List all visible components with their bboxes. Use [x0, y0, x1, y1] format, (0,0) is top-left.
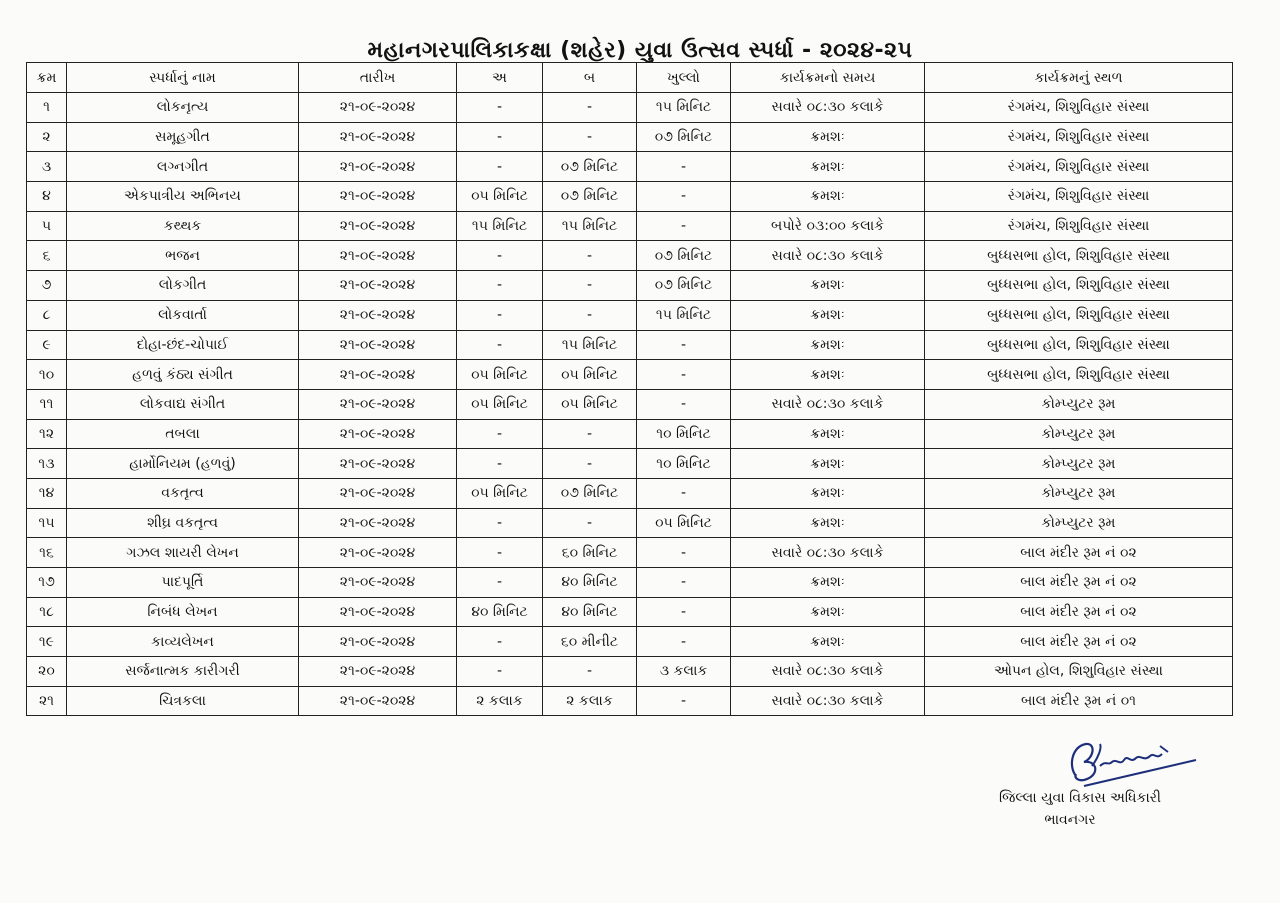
date-cell: ૨૧-૦૯-૨૦૨૪	[299, 271, 457, 301]
officer-city: ભાવનગર	[1044, 812, 1096, 828]
venue-cell: બાલ મંદીર રૂમ નં ૦૧	[925, 686, 1233, 716]
group-b-cell: ૬૦ મિનિટ	[543, 538, 637, 568]
open-cell: -	[637, 686, 731, 716]
venue-cell: કોમ્પ્યુટર રૂમ	[925, 508, 1233, 538]
date-cell: ૨૧-૦૯-૨૦૨૪	[299, 538, 457, 568]
table-row	[27, 478, 1233, 508]
signature-mark	[1064, 736, 1204, 790]
group-a-cell: -	[457, 330, 543, 360]
venue-cell: કોમ્પ્યુટર રૂમ	[925, 389, 1233, 419]
venue-cell: બુધ્ધસભા હોલ, શિશુવિહાર સંસ્થા	[925, 330, 1233, 360]
program-time-cell: ક્રમશઃ	[731, 271, 925, 301]
group-b-cell: -	[543, 93, 637, 123]
program-time-cell: સવારે ૦૮:૩૦ કલાકે	[731, 93, 925, 123]
group-b-cell: -	[543, 449, 637, 479]
venue-cell: રંગમંચ, શિશુવિહાર સંસ્થા	[925, 152, 1233, 182]
program-time-cell: સવારે ૦૮:૩૦ કલાકે	[731, 686, 925, 716]
serial-cell: ૫	[27, 211, 67, 241]
open-cell: ૧૫ મિનિટ	[637, 93, 731, 123]
competition-name-cell: એકપાત્રીય અભિનય	[67, 182, 299, 212]
venue-cell: કોમ્પ્યુટર રૂમ	[925, 478, 1233, 508]
date-cell: ૨૧-૦૯-૨૦૨૪	[299, 300, 457, 330]
program-time-cell: ક્રમશઃ	[731, 122, 925, 152]
serial-cell: ૧૧	[27, 389, 67, 419]
group-b-cell: ૪૦ મિનિટ	[543, 597, 637, 627]
date-cell: ૨૧-૦૯-૨૦૨૪	[299, 508, 457, 538]
header-group-b: બ	[543, 63, 637, 93]
open-cell: -	[637, 152, 731, 182]
open-cell: ૦૭ મિનિટ	[637, 122, 731, 152]
open-cell: -	[637, 597, 731, 627]
table-row	[27, 389, 1233, 419]
header-program-venue: કાર્યક્રમનું સ્થળ	[925, 63, 1233, 93]
date-cell: ૨૧-૦૯-૨૦૨૪	[299, 122, 457, 152]
date-cell: ૨૧-૦૯-૨૦૨૪	[299, 93, 457, 123]
competition-name-cell: શીઘ્ર વકતૃત્વ	[67, 508, 299, 538]
program-time-cell: ક્રમશઃ	[731, 330, 925, 360]
open-cell: -	[637, 538, 731, 568]
table-row	[27, 93, 1233, 123]
competition-name-cell: લોકવાર્તા	[67, 300, 299, 330]
serial-cell: ૪	[27, 182, 67, 212]
group-b-cell: -	[543, 122, 637, 152]
program-time-cell: બપોરે ૦૩:૦૦ કલાકે	[731, 211, 925, 241]
competition-name-cell: લોકગીત	[67, 271, 299, 301]
table-row	[27, 538, 1233, 568]
date-cell: ૨૧-૦૯-૨૦૨૪	[299, 182, 457, 212]
program-time-cell: ક્રમશઃ	[731, 478, 925, 508]
serial-cell: ૭	[27, 271, 67, 301]
group-a-cell: -	[457, 568, 543, 598]
program-time-cell: ક્રમશઃ	[731, 360, 925, 390]
table-row	[27, 122, 1233, 152]
group-b-cell: ૧૫ મિનિટ	[543, 330, 637, 360]
group-b-cell: -	[543, 419, 637, 449]
venue-cell: બાલ મંદીર રૂમ નં ૦૨	[925, 568, 1233, 598]
serial-cell: ૮	[27, 300, 67, 330]
header-group-a: અ	[457, 63, 543, 93]
venue-cell: કોમ્પ્યુટર રૂમ	[925, 449, 1233, 479]
table-row	[27, 241, 1233, 271]
competition-name-cell: કથ્થક	[67, 211, 299, 241]
group-a-cell: ૦૫ મિનિટ	[457, 360, 543, 390]
group-b-cell: -	[543, 300, 637, 330]
group-b-cell: ૧૫ મિનિટ	[543, 211, 637, 241]
program-time-cell: ક્રમશઃ	[731, 627, 925, 657]
serial-cell: ૩	[27, 152, 67, 182]
table-row	[27, 211, 1233, 241]
group-a-cell: -	[457, 122, 543, 152]
date-cell: ૨૧-૦૯-૨૦૨૪	[299, 657, 457, 687]
venue-cell: બાલ મંદીર રૂમ નં ૦૨	[925, 597, 1233, 627]
venue-cell: બાલ મંદીર રૂમ નં ૦૨	[925, 538, 1233, 568]
group-a-cell: ૪૦ મિનિટ	[457, 597, 543, 627]
program-time-cell: ક્રમશઃ	[731, 182, 925, 212]
open-cell: -	[637, 627, 731, 657]
group-a-cell: -	[457, 657, 543, 687]
serial-cell: ૨૧	[27, 686, 67, 716]
serial-cell: ૨	[27, 122, 67, 152]
group-b-cell: ૦૭ મિનિટ	[543, 182, 637, 212]
competition-name-cell: હળવું કંઠ્ય સંગીત	[67, 360, 299, 390]
group-b-cell: ૦૫ મિનિટ	[543, 360, 637, 390]
group-a-cell: ૦૫ મિનિટ	[457, 182, 543, 212]
date-cell: ૨૧-૦૯-૨૦૨૪	[299, 419, 457, 449]
competition-name-cell: હાર્મોનિયમ (હળવું)	[67, 449, 299, 479]
serial-cell: ૧૦	[27, 360, 67, 390]
table-row	[27, 627, 1233, 657]
serial-cell: ૧૭	[27, 568, 67, 598]
serial-cell: ૨૦	[27, 657, 67, 687]
serial-cell: ૧૫	[27, 508, 67, 538]
serial-cell: ૧૮	[27, 597, 67, 627]
serial-cell: ૧૨	[27, 419, 67, 449]
program-time-cell: સવારે ૦૮:૩૦ કલાકે	[731, 241, 925, 271]
program-time-cell: ક્રમશઃ	[731, 449, 925, 479]
group-a-cell: -	[457, 152, 543, 182]
serial-cell: ૧૩	[27, 449, 67, 479]
competition-name-cell: પાદપૂર્તિ	[67, 568, 299, 598]
table-row	[27, 182, 1233, 212]
table-row	[27, 508, 1233, 538]
group-b-cell: ૨ કલાક	[543, 686, 637, 716]
venue-cell: બાલ મંદીર રૂમ નં ૦૨	[925, 627, 1233, 657]
group-a-cell: -	[457, 271, 543, 301]
open-cell: ૧૦ મિનિટ	[637, 449, 731, 479]
venue-cell: બુધ્ધસભા હોલ, શિશુવિહાર સંસ્થા	[925, 241, 1233, 271]
date-cell: ૨૧-૦૯-૨૦૨૪	[299, 211, 457, 241]
competition-name-cell: દોહા-છંદ-ચોપાઈ	[67, 330, 299, 360]
competition-name-cell: સર્જનાત્મક કારીગરી	[67, 657, 299, 687]
open-cell: ૧૫ મિનિટ	[637, 300, 731, 330]
program-time-cell: ક્રમશઃ	[731, 300, 925, 330]
open-cell: -	[637, 478, 731, 508]
group-b-cell: ૦૭ મિનિટ	[543, 478, 637, 508]
group-a-cell: -	[457, 419, 543, 449]
group-a-cell: ૦૫ મિનિટ	[457, 389, 543, 419]
serial-cell: ૧૯	[27, 627, 67, 657]
group-b-cell: -	[543, 241, 637, 271]
group-a-cell: -	[457, 241, 543, 271]
program-time-cell: ક્રમશઃ	[731, 419, 925, 449]
group-b-cell: ૦૭ મિનિટ	[543, 152, 637, 182]
competition-name-cell: ચિત્રકલા	[67, 686, 299, 716]
program-time-cell: ક્રમશઃ	[731, 597, 925, 627]
table-body	[27, 93, 1233, 716]
venue-cell: રંગમંચ, શિશુવિહાર સંસ્થા	[925, 93, 1233, 123]
group-b-cell: -	[543, 657, 637, 687]
competition-name-cell: સમૂહગીત	[67, 122, 299, 152]
competition-name-cell: કાવ્યલેખન	[67, 627, 299, 657]
group-a-cell: ૦૫ મિનિટ	[457, 478, 543, 508]
date-cell: ૨૧-૦૯-૨૦૨૪	[299, 360, 457, 390]
open-cell: -	[637, 330, 731, 360]
group-a-cell: -	[457, 300, 543, 330]
competition-name-cell: ગઝલ શાયરી લેખન	[67, 538, 299, 568]
venue-cell: કોમ્પ્યુટર રૂમ	[925, 419, 1233, 449]
group-b-cell: ૪૦ મિનિટ	[543, 568, 637, 598]
competition-name-cell: લોકવાદ્ય સંગીત	[67, 389, 299, 419]
program-time-cell: ક્રમશઃ	[731, 568, 925, 598]
header-competition-name: સ્પર્ધાનું નામ	[67, 63, 299, 93]
table-row	[27, 300, 1233, 330]
program-time-cell: ક્રમશઃ	[731, 152, 925, 182]
header-date: તારીખ	[299, 63, 457, 93]
date-cell: ૨૧-૦૯-૨૦૨૪	[299, 330, 457, 360]
date-cell: ૨૧-૦૯-૨૦૨૪	[299, 686, 457, 716]
schedule-table	[26, 62, 1233, 716]
table-row	[27, 597, 1233, 627]
table-row	[27, 568, 1233, 598]
venue-cell: રંગમંચ, શિશુવિહાર સંસ્થા	[925, 211, 1233, 241]
open-cell: ૦૭ મિનિટ	[637, 271, 731, 301]
competition-name-cell: વકતૃત્વ	[67, 478, 299, 508]
group-a-cell: -	[457, 508, 543, 538]
venue-cell: બુધ્ધસભા હોલ, શિશુવિહાર સંસ્થા	[925, 271, 1233, 301]
date-cell: ૨૧-૦૯-૨૦૨૪	[299, 627, 457, 657]
venue-cell: બુધ્ધસભા હોલ, શિશુવિહાર સંસ્થા	[925, 300, 1233, 330]
table-row	[27, 330, 1233, 360]
group-b-cell: ૬૦ મીનીટ	[543, 627, 637, 657]
venue-cell: ઓપન હોલ, શિશુવિહાર સંસ્થા	[925, 657, 1233, 687]
program-time-cell: ક્રમશઃ	[731, 508, 925, 538]
program-time-cell: સવારે ૦૮:૩૦ કલાકે	[731, 657, 925, 687]
date-cell: ૨૧-૦૯-૨૦૨૪	[299, 568, 457, 598]
group-a-cell: -	[457, 449, 543, 479]
open-cell: ૧૦ મિનિટ	[637, 419, 731, 449]
group-a-cell: -	[457, 538, 543, 568]
date-cell: ૨૧-૦૯-૨૦૨૪	[299, 478, 457, 508]
venue-cell: રંગમંચ, શિશુવિહાર સંસ્થા	[925, 182, 1233, 212]
open-cell: -	[637, 568, 731, 598]
table-header-row	[27, 63, 1233, 93]
date-cell: ૨૧-૦૯-૨૦૨૪	[299, 389, 457, 419]
serial-cell: ૧૬	[27, 538, 67, 568]
date-cell: ૨૧-૦૯-૨૦૨૪	[299, 449, 457, 479]
program-time-cell: સવારે ૦૮:૩૦ કલાકે	[731, 389, 925, 419]
officer-title: જિલ્લા યુવા વિકાસ અધિકારી	[998, 790, 1162, 806]
date-cell: ૨૧-૦૯-૨૦૨૪	[299, 597, 457, 627]
header-program-time: કાર્યક્રમનો સમય	[731, 63, 925, 93]
serial-cell: ૯	[27, 330, 67, 360]
competition-name-cell: લગ્નગીત	[67, 152, 299, 182]
group-b-cell: -	[543, 508, 637, 538]
table-row	[27, 686, 1233, 716]
group-a-cell: -	[457, 627, 543, 657]
date-cell: ૨૧-૦૯-૨૦૨૪	[299, 241, 457, 271]
serial-cell: ૧	[27, 93, 67, 123]
open-cell: ૩ કલાક	[637, 657, 731, 687]
open-cell: -	[637, 211, 731, 241]
serial-cell: ૧૪	[27, 478, 67, 508]
group-b-cell: -	[543, 271, 637, 301]
open-cell: ૦૭ મિનિટ	[637, 241, 731, 271]
competition-name-cell: ભજન	[67, 241, 299, 271]
page-title: મહાનગરપાલિકાકક્ષા (શહેર) યુવા ઉત્સવ સ્પર્ધા - ૨૦૨૪-૨૫	[367, 38, 913, 63]
header-serial: ક્રમ	[27, 63, 67, 93]
competition-name-cell: નિબંધ લેખન	[67, 597, 299, 627]
table-row	[27, 657, 1233, 687]
group-b-cell: ૦૫ મિનિટ	[543, 389, 637, 419]
program-time-cell: સવારે ૦૮:૩૦ કલાકે	[731, 538, 925, 568]
venue-cell: બુધ્ધસભા હોલ, શિશુવિહાર સંસ્થા	[925, 360, 1233, 390]
open-cell: -	[637, 360, 731, 390]
group-a-cell: ૨ કલાક	[457, 686, 543, 716]
table-row	[27, 360, 1233, 390]
open-cell: ૦૫ મિનિટ	[637, 508, 731, 538]
open-cell: -	[637, 389, 731, 419]
serial-cell: ૬	[27, 241, 67, 271]
venue-cell: રંગમંચ, શિશુવિહાર સંસ્થા	[925, 122, 1233, 152]
date-cell: ૨૧-૦૯-૨૦૨૪	[299, 152, 457, 182]
header-open: ખુલ્લો	[637, 63, 731, 93]
open-cell: -	[637, 182, 731, 212]
signature-area	[980, 736, 1240, 836]
competition-name-cell: તબલા	[67, 419, 299, 449]
group-a-cell: ૧૫ મિનિટ	[457, 211, 543, 241]
competition-name-cell: લોકનૃત્ય	[67, 93, 299, 123]
table-row	[27, 271, 1233, 301]
table-row	[27, 449, 1233, 479]
table-row	[27, 152, 1233, 182]
group-a-cell: -	[457, 93, 543, 123]
table-row	[27, 419, 1233, 449]
